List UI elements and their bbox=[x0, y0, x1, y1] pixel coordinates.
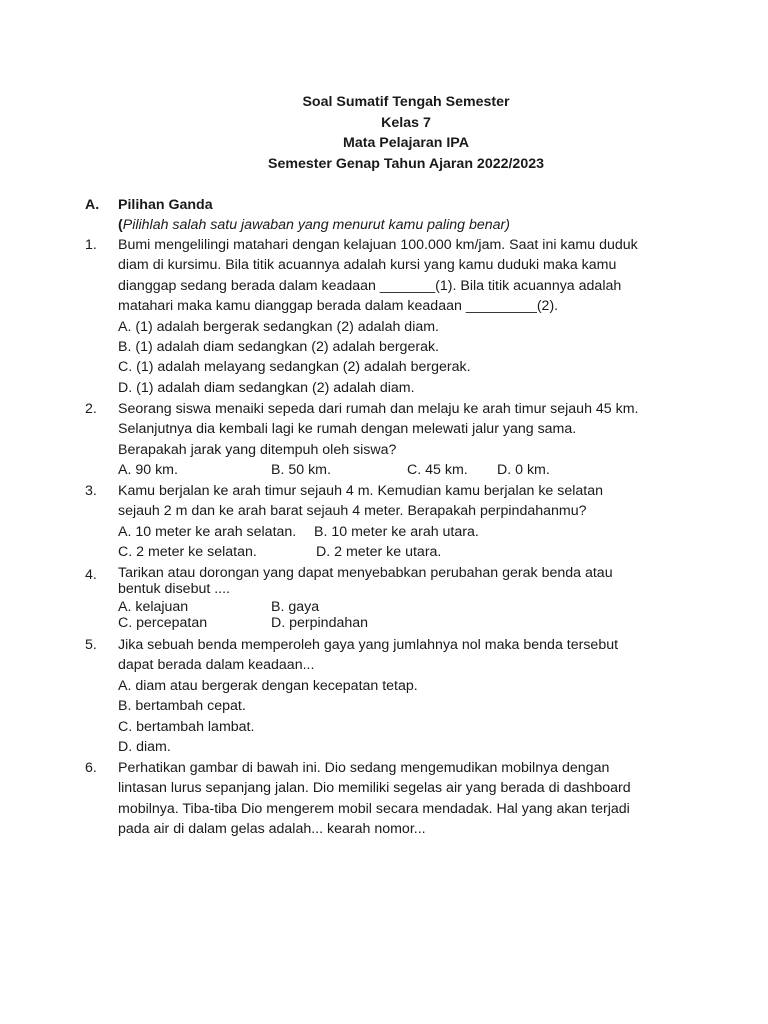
options-row bbox=[118, 522, 678, 542]
subject-label: Mata Pelajaran IPA bbox=[343, 135, 469, 151]
question-number: 4. bbox=[85, 567, 97, 583]
option-c: C. (1) adalah melayang sedangkan (2) adalah bergerak. bbox=[118, 359, 471, 376]
question-number: 2. bbox=[85, 401, 97, 417]
question-line: lintasan lurus sepanjang jalan. Dio memiliki segelas air yang berada di dashboard bbox=[118, 780, 631, 797]
option-b: B. (1) adalah diam sedangkan (2) adalah bergerak. bbox=[118, 339, 439, 356]
option-a: A. kelajuan bbox=[118, 599, 189, 615]
section-instruction bbox=[118, 215, 510, 235]
question-line: matahari maka kamu dianggap berada dalam keadaan _________(2). bbox=[118, 298, 559, 315]
options-row bbox=[118, 597, 678, 613]
question-line: bentuk disebut .... bbox=[118, 581, 230, 597]
document-title: Soal Sumatif Tengah Semester bbox=[302, 94, 510, 110]
question-line: Perhatikan gambar di bawah ini. Dio sedang mengemudikan mobilnya dengan bbox=[118, 760, 610, 776]
option-d: D. diam. bbox=[118, 739, 171, 756]
section-number: A. bbox=[85, 197, 100, 213]
option-b: B. 50 km. bbox=[271, 462, 331, 479]
question-text bbox=[118, 235, 678, 398]
question-line: pada air di dalam gelas adalah... kearah nomor... bbox=[118, 821, 426, 838]
question-line: mobilnya. Tiba-tiba Dio mengerem mobil secara mendadak. Hal yang akan terjadi bbox=[118, 800, 630, 817]
class-label: Kelas 7 bbox=[381, 114, 431, 131]
question-number: 1. bbox=[85, 237, 97, 253]
question-line: Tarikan atau dorongan yang dapat menyebabkan perubahan gerak benda atau bbox=[118, 565, 613, 581]
instruction-text: Pilihlah salah satu jawaban yang menurut kamu paling benar) bbox=[122, 217, 510, 233]
question-line: Jika sebuah benda memperoleh gaya yang jumlahnya nol maka benda tersebut bbox=[118, 637, 619, 653]
option-b: B. bertambah cepat. bbox=[118, 698, 246, 715]
document-header bbox=[0, 92, 768, 174]
question-line: Bumi mengelilingi matahari dengan kelajuan 100.000 km/jam. Saat ini kamu duduk bbox=[118, 237, 638, 253]
question-number: 6. bbox=[85, 760, 97, 776]
option-d: D. perpindahan bbox=[271, 615, 369, 631]
options-row bbox=[118, 460, 678, 480]
question-text bbox=[118, 635, 678, 757]
question-line: dianggap sedang berada dalam keadaan _______(1). Bila titik acuannya adalah bbox=[118, 277, 622, 294]
question-line: dapat berada dalam keadaan... bbox=[118, 657, 315, 674]
option-d: D. 2 meter ke utara. bbox=[316, 544, 442, 561]
question-line: Seorang siswa menaiki sepeda dari rumah dan melaju ke arah timur sejauh 45 km. bbox=[118, 401, 639, 417]
question-number: 5. bbox=[85, 637, 97, 653]
instruction-open-paren: ( bbox=[118, 217, 123, 233]
question-line: Kamu berjalan ke arah timur sejauh 4 m. Kemudian kamu berjalan ke selatan bbox=[118, 483, 604, 499]
question-line: sejauh 2 m dan ke arah barat sejauh 4 meter. Berapakah perpindahanmu? bbox=[118, 503, 587, 520]
option-c: C. 45 km. bbox=[407, 462, 468, 479]
question-number: 3. bbox=[85, 483, 97, 499]
option-b: B. 10 meter ke arah utara. bbox=[314, 523, 479, 540]
option-c: C. percepatan bbox=[118, 615, 208, 631]
section-title: Pilihan Ganda bbox=[118, 197, 213, 213]
option-a: A. (1) adalah bergerak sedangkan (2) adalah diam. bbox=[118, 318, 439, 335]
question-line: Berapakah jarak yang ditempuh oleh siswa? bbox=[118, 441, 397, 458]
question-text bbox=[118, 565, 678, 629]
question-text bbox=[118, 481, 678, 563]
option-b: B. gaya bbox=[271, 599, 320, 615]
option-d: D. (1) adalah diam sedangkan (2) adalah diam. bbox=[118, 379, 415, 396]
question-line: diam di kursimu. Bila titik acuannya adalah kursi yang kamu duduki maka kamu bbox=[118, 257, 617, 274]
option-a: A. diam atau bergerak dengan kecepatan tetap. bbox=[118, 677, 418, 694]
question-text bbox=[118, 758, 678, 840]
option-d: D. 0 km. bbox=[497, 462, 550, 479]
option-c: C. 2 meter ke selatan. bbox=[118, 544, 257, 561]
option-a: A. 10 meter ke arah selatan. bbox=[118, 523, 297, 540]
question-line: Selanjutnya dia kembali lagi ke rumah dengan melewati jalur yang sama. bbox=[118, 421, 577, 438]
semester-label: Semester Genap Tahun Ajaran 2022/2023 bbox=[268, 155, 544, 172]
options-row bbox=[118, 542, 678, 562]
options-row bbox=[118, 613, 678, 629]
question-text bbox=[118, 399, 678, 481]
option-a: A. 90 km. bbox=[118, 462, 178, 479]
option-c: C. bertambah lambat. bbox=[118, 718, 255, 735]
